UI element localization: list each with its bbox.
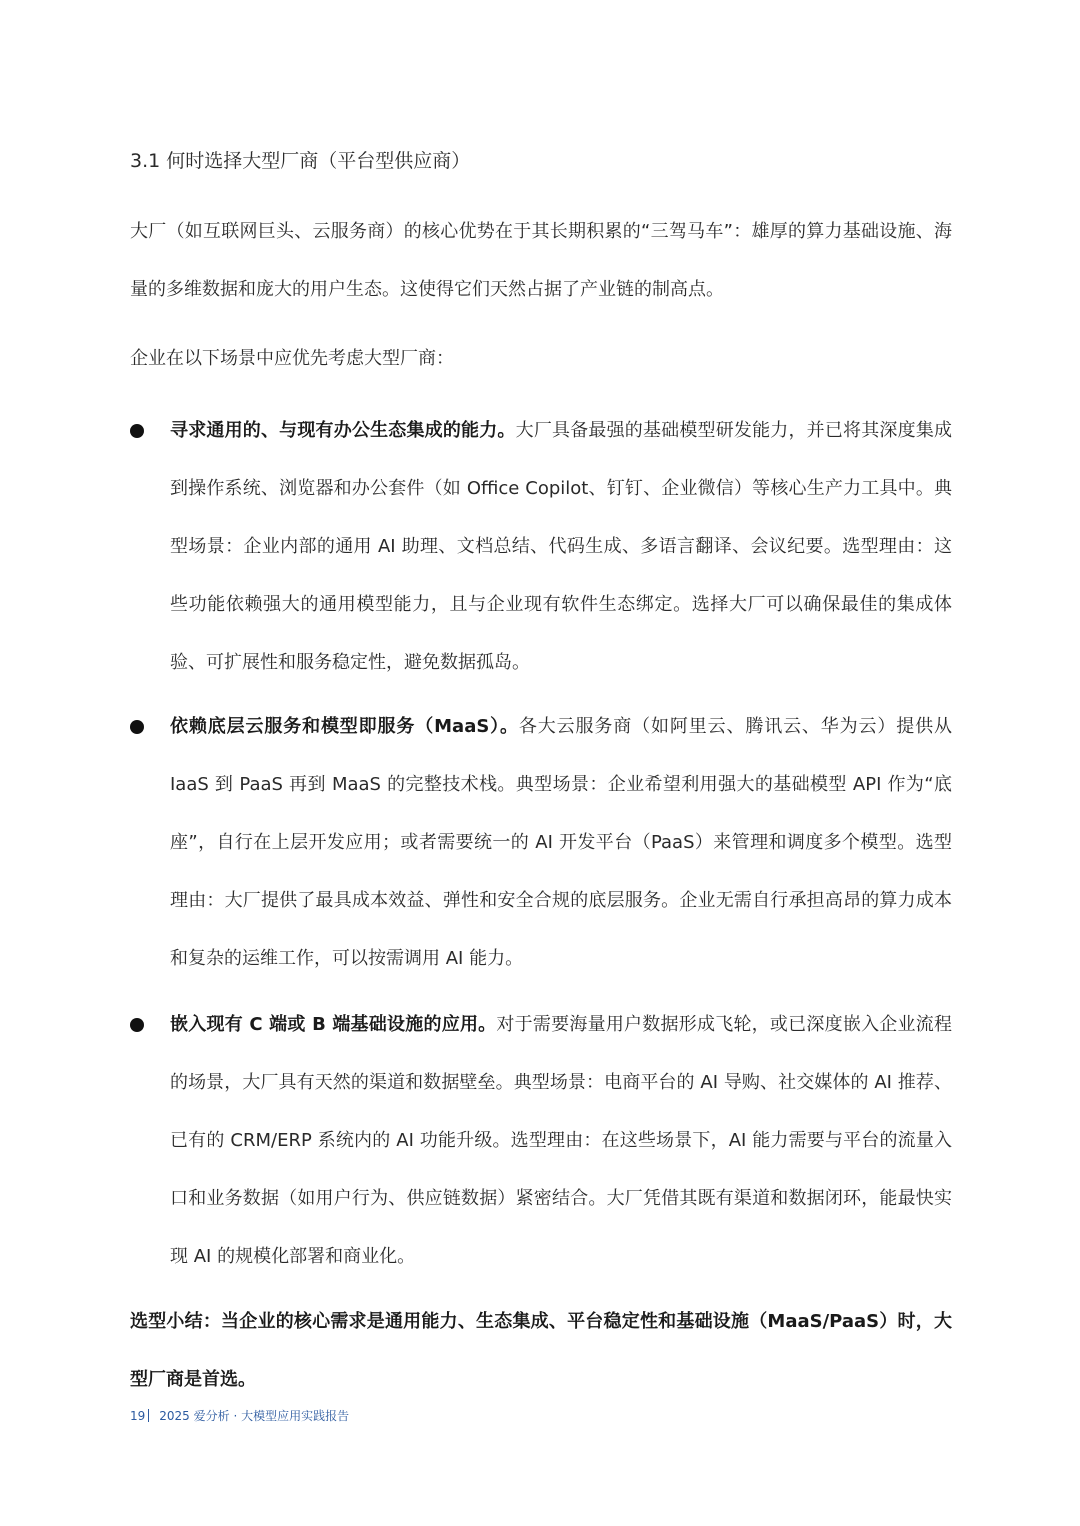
bullet-text	[170, 402, 952, 692]
bullet-title: 寻求通用的、与现有办公生态集成的能力。	[170, 420, 516, 441]
page-footer	[130, 1406, 349, 1426]
bullet-dot-icon	[130, 1018, 144, 1032]
lead-paragraph: 企业在以下场景中应优先考虑大型厂商：	[130, 348, 454, 369]
bullet-body: 对于需要海量用户数据形成飞轮，或已深度嵌入企业流程的场景，大厂具有天然的渠道和数据壁垒。典型场景：电商平台的 AI 导购、社交媒体的 AI 推荐、已有的 CRM/ERP 系统内的 AI 功能升级。选型理由：在这些场景下，AI 能力需要与平台的流量入口和业务数据（如用户行为、供应链数据）紧密结合。大厂凭借其既有渠道和数据闭环，能最快实现 AI 的规模化部署和商业化。	[170, 1014, 953, 1267]
bullet-body: 大厂具备最强的基础模型研发能力，并已将其深度集成到操作系统、浏览器和办公套件（如 Office Copilot、钉钉、企业微信）等核心生产力工具中。典型场景：企业内部的通用 AI 助理、文档总结、代码生成、多语言翻译、会议纪要。选型理由：这些功能依赖强大的通用模型能力，且与企业现有软件生态绑定。选择大厂可以确保最佳的集成体验、可扩展性和服务稳定性，避免数据孤岛。	[170, 420, 953, 673]
report-title: 2025 爱分析 · 大模型应用实践报告	[159, 1409, 350, 1423]
intro-paragraph: 大厂（如互联网巨头、云服务商）的核心优势在于其长期积累的“三驾马车”：雄厚的算力基础设施、海量的多维数据和庞大的用户生态。这使得它们天然占据了产业链的制高点。	[130, 221, 952, 300]
bullet-text	[170, 996, 952, 1286]
bullet-title: 依赖底层云服务和模型即服务（MaaS）。	[170, 716, 519, 737]
footer-divider	[148, 1409, 149, 1422]
summary-paragraph: 选型小结：当企业的核心需求是通用能力、生态集成、平台稳定性和基础设施（MaaS/PaaS）时，大型厂商是首选。	[130, 1311, 952, 1390]
page-number: 19	[130, 1409, 146, 1423]
bullet-body: 各大云服务商（如阿里云、腾讯云、华为云）提供从 IaaS 到 PaaS 再到 MaaS 的完整技术栈。典型场景：企业希望利用强大的基础模型 API 作为“底座”，自行在上层开发应用；或者需要统一的 AI 开发平台（PaaS）来管理和调度多个模型。选型理由：大厂提供了最具成本效益、弹性和安全合规的底层服务。企业无需自行承担高昂的算力成本和复杂的运维工作，可以按需调用 AI 能力。	[170, 716, 953, 969]
bullet-title: 嵌入现有 C 端或 B 端基础设施的应用。	[170, 1014, 497, 1035]
bullet-text	[170, 698, 952, 988]
bullet-dot-icon	[130, 720, 144, 734]
section-heading: 3.1 何时选择大型厂商（平台型供应商）	[130, 150, 471, 172]
bullet-dot-icon	[130, 424, 144, 438]
